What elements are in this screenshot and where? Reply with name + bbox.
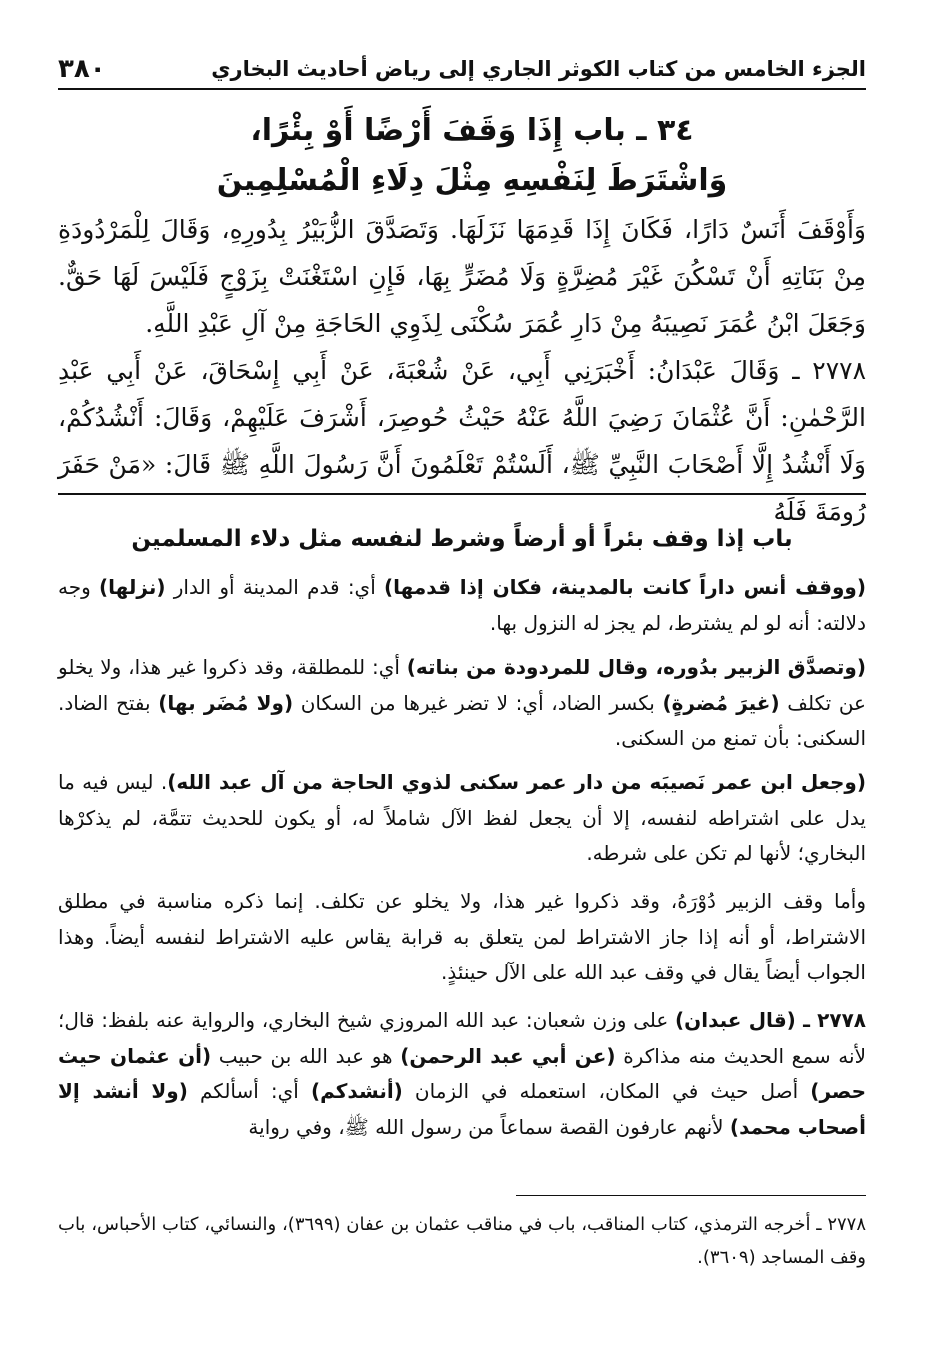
gloss: أي: قدم المدينة أو الدار: [165, 575, 385, 599]
quote: (ووقف أنس داراً كانت بالمدينة، فكان إذا قدمها): [384, 575, 866, 599]
gloss: لأنهم عارفون القصة سماعاً من رسول الله ﷺ، وفي رواية: [248, 1114, 730, 1139]
gloss: بكسر الضاد، أي: لا تضر غيرها من السكان: [293, 690, 663, 715]
page-number: ٣٨٠: [58, 54, 106, 84]
gloss: هو عبد الله بن حبيب: [211, 1043, 401, 1068]
quote: (ولا أنشد إلا أصحاب محمد): [58, 1079, 866, 1139]
commentary-paragraph-2: [58, 650, 866, 757]
footnote: ٢٧٧٨ ـ أخرجه الترمذي، كتاب المناقب، باب في مناقب عثمان بن عفان (٣٦٩٩)، والنسائي، كتاب الأحباس، باب وقف المساجد (٣٦٠٩).: [58, 1214, 866, 1268]
quote: (وجعل ابن عمر نَصيبَه من دار عمر سكنى لذوي الحاجة من آل عبد الله): [167, 770, 867, 794]
gloss: بفتح الضاد. السكنى: بأن تمنع من السكنى.: [58, 690, 866, 750]
gloss: وجه دلالته: أنه لو لم يشترط، لم يجز له النزول بها.: [58, 575, 866, 635]
footnote-rule: [516, 1195, 866, 1196]
gloss: أي: للمطلقة، وقد ذكروا غير هذا، ولا يخلو عن تكلف: [58, 655, 866, 715]
hadith-number: ٢٧٧٨ ـ: [795, 1008, 866, 1032]
quote: (أن عثمان حيث حصر): [58, 1043, 866, 1103]
quote: (عن أبي عبد الرحمن): [400, 1043, 616, 1068]
commentary-paragraph-3: [58, 765, 866, 872]
quote: (وتصدَّق الزبير بدُوره، وقال للمردودة من بناته): [406, 655, 867, 679]
commentary-paragraph-4: وأما وقف الزبير دُوْرَهُ، وقد ذكروا غير هذا، ولا يخلو عن تكلف. إنما ذكره مناسبة في مطلق الاشتراط، أو أنه إذا جاز الاشتراط لمن يتعلق به قرابة يقاس عليه الاشتراط لنفسه أيضاً. وهذا الجواب أيضاً يقال في وقف عبد الله على الآل حينئذٍ.: [58, 889, 866, 984]
gloss: على وزن شعبان: عبد الله المروزي شيخ البخاري، والرواية عنه بلفظ: قال؛ لأنه سمع الحديث منه مذاكرة: [58, 1008, 866, 1068]
chapter-title-line-1: ٣٤ ـ باب إِذَا وَقَفَ أَرْضًا أَوْ بِئْرًا،: [250, 113, 694, 148]
gloss: . ليس فيه ما يدل على اشتراطه لنفسه، إلا أن يجعل لفظ الآل شاملاً له، أو يكون للحديث تتمَّة، لم يذكرْها البخاري؛ لأنها لم تكن على شرطه.: [58, 770, 866, 865]
commentary-heading: باب إذا وقف بئراً أو أرضاً وشرط لنفسه مثل دلاء المسلمين: [131, 526, 793, 552]
quote: (ولا مُضَر بها): [158, 690, 294, 715]
chapter-title: [40, 106, 904, 206]
commentary-paragraph-1: [58, 570, 866, 641]
quote: (قال عبدان): [675, 1008, 796, 1032]
quote: (غيرَ مُضرةٍ): [662, 690, 780, 715]
gloss: أصل حيث في المكان، استعمله في الزمان: [402, 1079, 811, 1103]
matn-hadith: ٢٧٧٨ ـ وَقَالَ عَبْدَانُ: أَخْبَرَنِي أَبِي، عَنْ شُعْبَةَ، عَنْ أَبِي إِسْحَاقَ، عَنْ أَبِي عَبْدِ الرَّحْمٰنِ: أَنَّ عُثْمَانَ رَضِيَ اللَّهُ عَنْهُ حَيْثُ حُوصِرَ، أَشْرَفَ عَلَيْهِمْ، وَقَالَ: أَنْشُدُكُمْ، وَلَا أَنْشُدُ إِلَّا أَصْحَابَ النَّبِيِّ ﷺ، أَلَسْتُمْ تَعْلَمُونَ أَنَّ رَسُولَ اللَّهِ ﷺ قَالَ: «مَنْ حَفَرَ رُومَةَ فَلَهُ: [58, 356, 866, 526]
matn-intro: وَأَوْقَفَ أَنَسٌ دَارًا، فَكَانَ إِذَا قَدِمَهَا نَزَلَهَا. وَتَصَدَّقَ الزُّبَيْرُ بِدُورِهِ، وَقَالَ لِلْمَرْدُودَةِ مِنْ بَنَاتِهِ أَنْ تَسْكُنَ غَيْرَ مُضِرَّةٍ وَلَا مُضَرٍّ بِهَا، فَإِنِ اسْتَغْنَتْ بِزَوْجٍ فَلَيْسَ لَهَا حَقٌّ. وَجَعَلَ ابْنُ عُمَرَ نَصِيبَهُ مِنْ دَارِ عُمَرَ سُكْنَى لِذَوِي الحَاجَةِ مِنْ آلِ عَبْدِ اللَّهِ.: [58, 215, 866, 338]
quote: (أنشدكم): [310, 1079, 403, 1103]
quote: (نزلها): [99, 575, 166, 599]
commentary-paragraph-5: [58, 1003, 866, 1145]
chapter-title-line-2: وَاشْتَرَطَ لِنَفْسِهِ مِثْلَ دِلَاءِ الْمُسْلِمِينَ: [216, 163, 728, 198]
gloss: أي: أسألكم: [187, 1079, 311, 1103]
running-title: الجزء الخامس من كتاب الكوثر الجاري إلى رياض أحاديث البخاري: [211, 57, 866, 81]
page-header: [58, 50, 866, 90]
text-separator: [58, 493, 866, 495]
